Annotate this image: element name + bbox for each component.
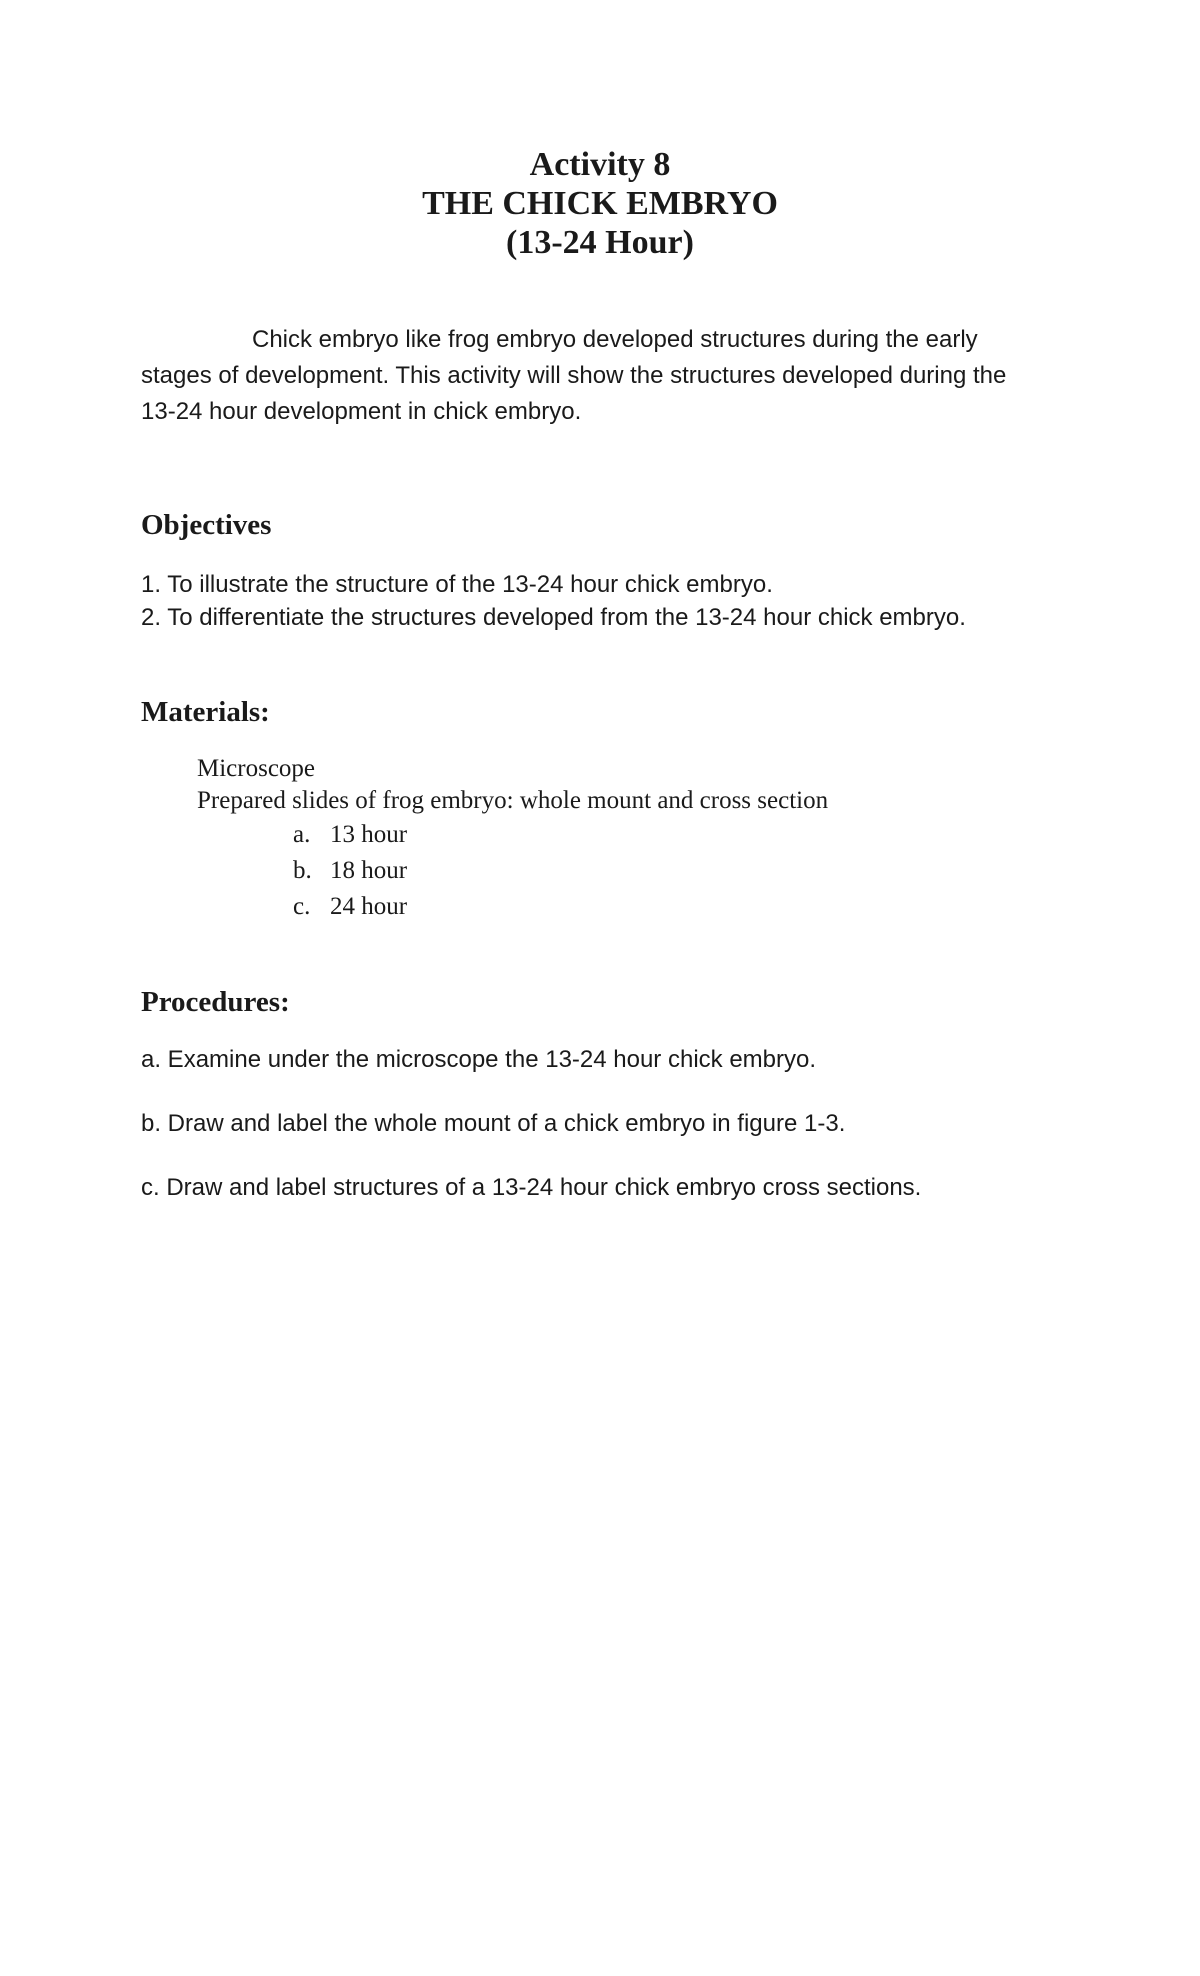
materials-heading: Materials: [141,696,270,728]
materials-list [197,753,1097,925]
intro-paragraph [141,322,1061,430]
procedure-step: b. Draw and label the whole mount of a chick embryo in figure 1-3. [141,1110,846,1137]
slide-hour-text: 18 hour [330,857,408,884]
procedure-step: a. Examine under the microscope the 13-24 hour chick embryo. [141,1046,817,1073]
activity-hour-range: (13-24 Hour) [506,224,694,261]
procedure-step: c. Draw and label structures of a 13-24 hour chick embryo cross sections. [141,1174,922,1201]
material-item: Prepared slides of frog embryo: whole mount and cross section [197,787,829,814]
slide-hour-list [197,817,1097,925]
procedures-heading: Procedures: [141,986,290,1018]
list-marker: c. [293,893,311,920]
activity-number: Activity 8 [529,146,671,183]
procedures-list [141,1045,1101,1237]
list-marker: a. [293,821,311,848]
objectives-heading: Objectives [141,509,272,541]
slide-hour-item [197,853,1097,889]
objective-item: 2. To differentiate the structures developed from the 13-24 hour chick embryo. [141,604,966,631]
intro-line: stages of development. This activity will show the structures developed during the [141,362,1007,389]
intro-line: 13-24 hour development in chick embryo. [141,398,582,425]
title-block [0,145,1200,262]
objectives-list [141,568,1101,634]
slide-hour-text: 13 hour [330,821,408,848]
slide-hour-item [197,817,1097,853]
list-marker: b. [293,857,312,884]
slide-hour-item [197,889,1097,925]
objective-item: 1. To illustrate the structure of the 13-24 hour chick embryo. [141,571,773,598]
slide-hour-text: 24 hour [330,893,408,920]
material-item: Microscope [197,755,316,782]
intro-line: Chick embryo like frog embryo developed structures during the early [252,326,978,353]
activity-title: THE CHICK EMBRYO [422,185,778,222]
